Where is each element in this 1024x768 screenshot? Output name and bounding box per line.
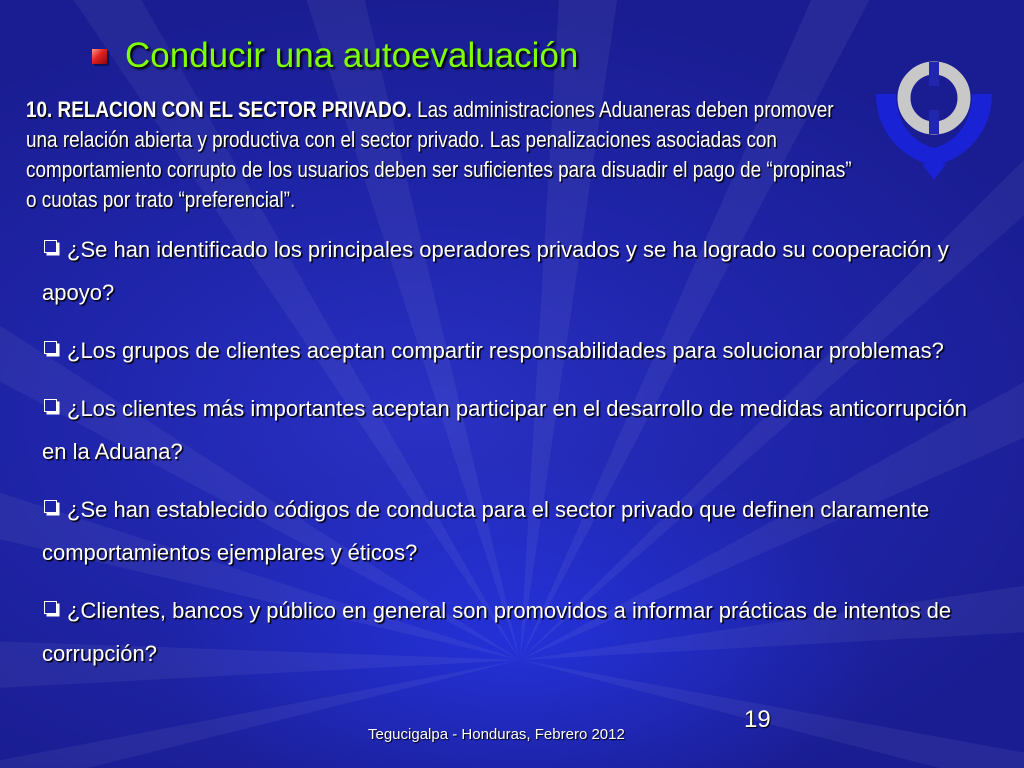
list-item bbox=[42, 228, 982, 314]
checkbox-bullet-icon bbox=[44, 240, 57, 253]
intro-heading: 10. RELACION CON EL SECTOR PRIVADO. bbox=[26, 97, 412, 122]
question-text: ¿Se han establecido códigos de conducta para el sector privado que definen claramente comportamientos ejemplares y éticos? bbox=[42, 497, 930, 565]
slide-title: Conducir una autoevaluación bbox=[125, 36, 579, 75]
checkbox-bullet-icon bbox=[44, 341, 57, 354]
intro-paragraph bbox=[26, 95, 856, 215]
list-item bbox=[42, 387, 982, 473]
red-square-bullet-icon bbox=[92, 49, 107, 64]
page-number: 19 bbox=[744, 706, 771, 733]
question-text: ¿Los grupos de clientes aceptan compartir responsabilidades para solucionar problemas? bbox=[67, 338, 944, 363]
title-row bbox=[92, 34, 578, 78]
question-text: ¿Los clientes más importantes aceptan participar en el desarrollo de medidas anticorrupción en la Aduana? bbox=[42, 396, 968, 464]
question-text: ¿Clientes, bancos y público en general son promovidos a informar prácticas de intentos de corrupción? bbox=[42, 598, 952, 666]
list-item bbox=[42, 488, 982, 574]
question-list bbox=[42, 228, 982, 690]
checkbox-bullet-icon bbox=[44, 399, 57, 412]
list-item bbox=[42, 589, 982, 675]
question-text: ¿Se han identificado los principales operadores privados y se ha logrado su cooperación y apoyo? bbox=[42, 237, 949, 305]
footer-text: Tegucigalpa - Honduras, Febrero 2012 bbox=[368, 726, 625, 743]
world-customs-organization-logo-icon bbox=[870, 58, 998, 186]
list-item bbox=[42, 329, 982, 372]
checkbox-bullet-icon bbox=[44, 500, 57, 513]
checkbox-bullet-icon bbox=[44, 601, 57, 614]
intro-text: Las administraciones Aduaneras deben promover una relación abierta y productiva con el sector privado. Las penalizaciones asociadas con comportamiento corrupto de los usuarios deben ser suficientes para disuadir el pago de “propinas” o cuotas por trato “preferencial”. bbox=[26, 97, 852, 212]
